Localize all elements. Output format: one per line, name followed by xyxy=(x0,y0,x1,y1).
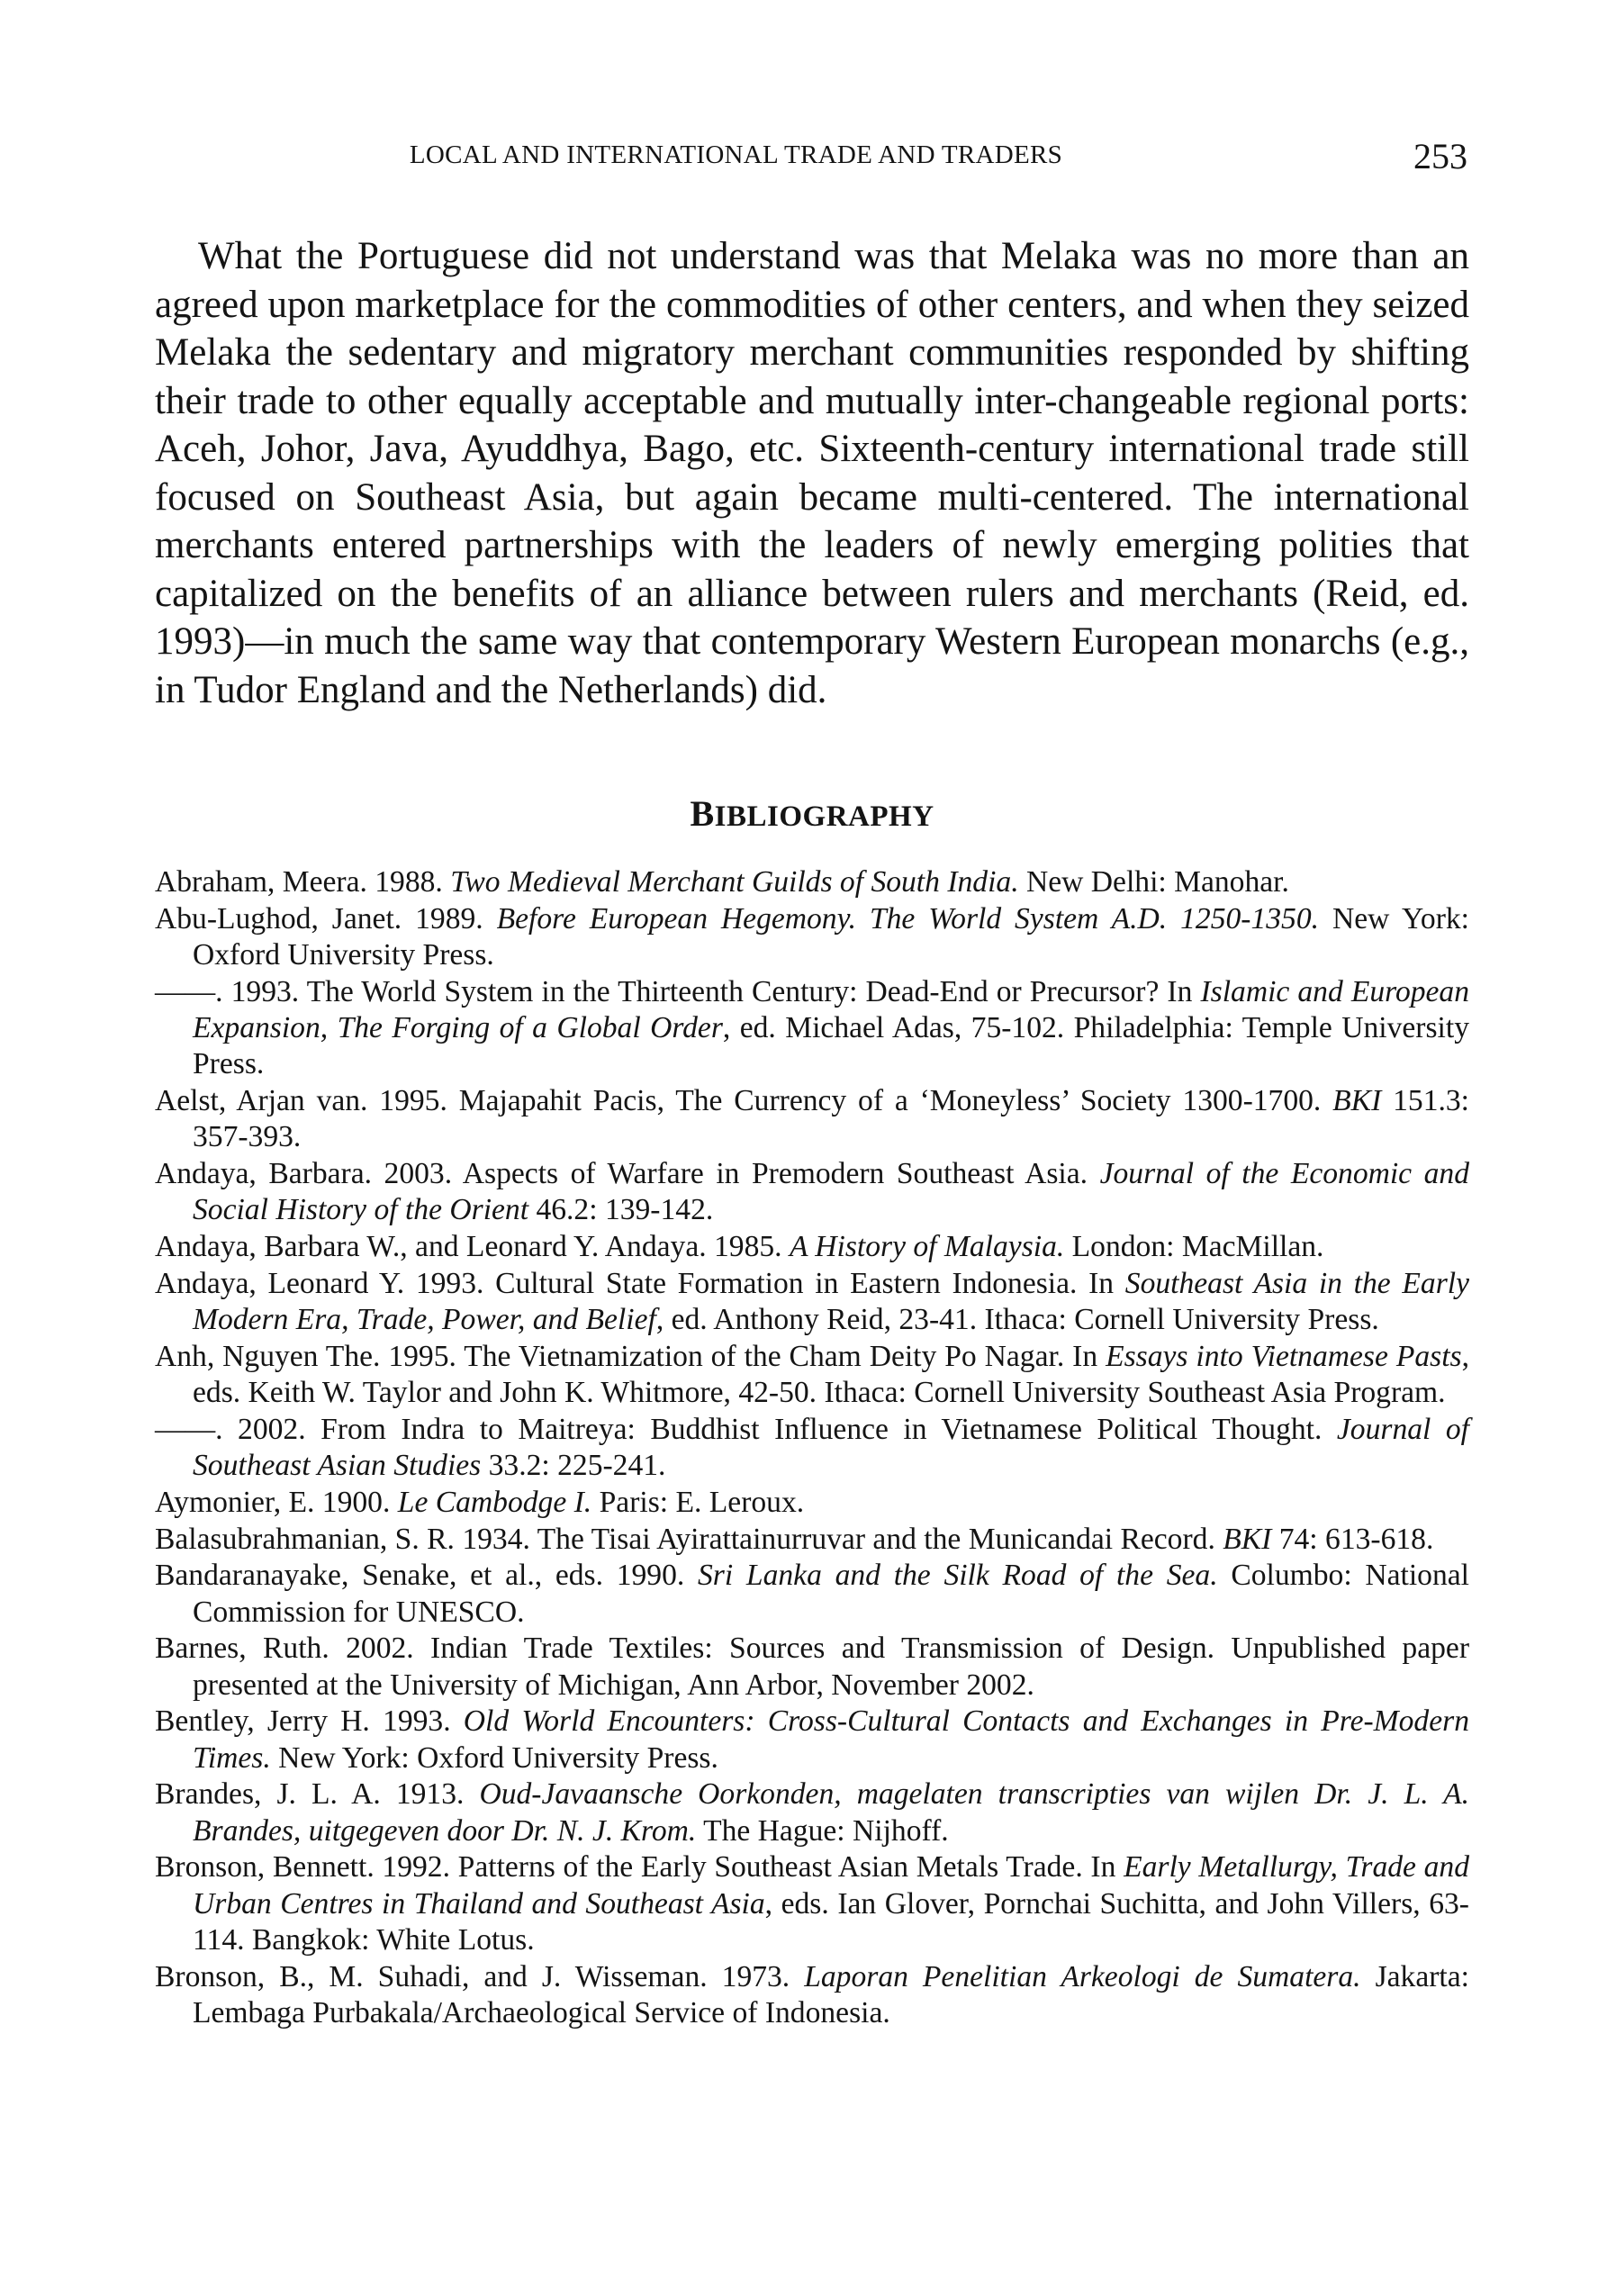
entry-text: 33.2: 225-241. xyxy=(481,1449,666,1482)
entry-text: Paris: E. Leroux. xyxy=(591,1485,805,1519)
entry-text: Abraham, Meera. 1988. xyxy=(155,865,451,899)
entry-text: Andaya, Barbara W., and Leonard Y. Andaya. 1985. xyxy=(155,1230,790,1263)
bibliography-entry xyxy=(155,1631,1469,1703)
entry-text: New York: Oxford University Press. xyxy=(270,1740,718,1775)
entry-title-italic: Le Cambodge I. xyxy=(397,1485,592,1519)
entry-title-italic: BKI xyxy=(1332,1084,1382,1117)
bibliography-entry xyxy=(155,1704,1469,1776)
entry-text: Jakarta: Lembaga Purbakala/Archaeological Service of Indonesia. xyxy=(193,1959,1469,2029)
bibliography-entry xyxy=(155,864,1469,900)
entry-text: Bentley, Jerry H. 1993. xyxy=(155,1704,464,1739)
entry-text: Balasubrahmanian, S. R. 1934. The Tisai Ayirattainurruvar and the Municandai Record. xyxy=(155,1522,1223,1556)
entry-title-italic: Old World Encounters: Cross-Cultural Contacts and Exchanges in Pre-Modern Times. xyxy=(193,1704,1469,1775)
bibliography-entry xyxy=(155,1522,1469,1558)
running-head xyxy=(153,135,1467,180)
bibliography-heading xyxy=(155,792,1469,835)
entry-text: , ed. Michael Adas, 75-102. Philadelphia: Temple University Press. xyxy=(193,1011,1469,1081)
entry-title-italic: Two Medieval Merchant Guilds of South India. xyxy=(450,865,1019,899)
entry-text: Bronson, Bennett. 1992. Patterns of the Early Southeast Asian Metals Trade. In xyxy=(155,1850,1124,1885)
entry-title-italic: Essays into Vietnamese Pasts xyxy=(1106,1339,1462,1373)
entry-text: The Hague: Nijhoff. xyxy=(696,1813,949,1848)
entry-text: ——. 1993. The World System in the Thirteenth Century: Dead-End or Precursor? In xyxy=(155,974,1201,1008)
bibliography-entry xyxy=(155,1229,1469,1265)
entry-text: Andaya, Leonard Y. 1993. Cultural State Formation in Eastern Indonesia. In xyxy=(155,1266,1125,1300)
entry-text: 151.3: 357-393. xyxy=(193,1084,1469,1154)
bibliography-entry xyxy=(155,1339,1469,1411)
entry-title-italic: Islamic and European Expansion, The Forging of a Global Order xyxy=(193,974,1469,1044)
entry-title-italic: Southeast Asia in the Early Modern Era, Trade, Power, and Belief xyxy=(193,1266,1469,1336)
entry-text: Bronson, B., M. Suhadi, and J. Wisseman. 1973. xyxy=(155,1959,805,1993)
bibliography-entry xyxy=(155,1485,1469,1521)
entry-title-italic: Journal of the Economic and Social History of the Orient xyxy=(193,1157,1469,1227)
entry-text: , eds. Keith W. Taylor and John K. Whitmore, 42-50. Ithaca: Cornell University Southeast Asia Program. xyxy=(193,1339,1469,1409)
bibliography-entry xyxy=(155,1083,1469,1155)
bibliography-entry xyxy=(155,1156,1469,1228)
entry-title-italic: Laporan Penelitian Arkeologi de Sumatera. xyxy=(804,1959,1361,1993)
entry-title-italic: Before European Hegemony. The World System A.D. 1250-1350. xyxy=(496,901,1320,936)
bibliography-entry xyxy=(155,974,1469,1083)
entry-title-italic: Journal of Southeast Asian Studies xyxy=(193,1412,1469,1482)
entry-text: 74: 613-618. xyxy=(1271,1522,1434,1556)
bibliography-heading-rest: IBLIOGRAPHY xyxy=(714,800,934,833)
bibliography-entry xyxy=(155,1558,1469,1630)
entry-text: Brandes, J. L. A. 1913. xyxy=(155,1777,480,1812)
bibliography-entry xyxy=(155,1266,1469,1338)
bibliography-entry xyxy=(155,1412,1469,1484)
entry-text: , eds. Ian Glover, Pornchai Suchitta, and John Villers, 63-114. Bangkok: White Lotus. xyxy=(193,1886,1469,1957)
body-paragraph: What the Portuguese did not understand was that Melaka was no more than an agreed upon marketplace for the commodities of other centers, and when they seized Melaka the sedentary and migratory merchant communities responded by shifting their trade to other equally acceptable and mutually inter-changeable regional ports: Aceh, Johor, Java, Ayuddhya, Bago, etc. Sixteenth-century international trade still focused on Southeast Asia, but again became multi-centered. The international merchants entered partnerships with the leaders of newly emerging polities that capitalized on the benefits of an alliance between rulers and merchants (Reid, ed. 1993)—in much the same way that contemporary Western European monarchs (e.g., in Tudor England and the Netherlands) did. xyxy=(155,235,1469,711)
entry-title-italic: Sri Lanka and the Silk Road of the Sea. xyxy=(698,1559,1218,1593)
entry-text: Bandaranayake, Senake, et al., eds. 1990. xyxy=(155,1559,699,1593)
entry-title-italic: BKI xyxy=(1223,1522,1272,1556)
entry-text: London: MacMillan. xyxy=(1064,1230,1324,1263)
bibliography-list xyxy=(155,864,1469,2032)
entry-text: 46.2: 139-142. xyxy=(528,1193,714,1227)
bibliography-entry xyxy=(155,1959,1469,2031)
entry-text: Aymonier, E. 1900. xyxy=(155,1485,398,1519)
bibliography-entry xyxy=(155,901,1469,973)
entry-text: ——. 2002. From Indra to Maitreya: Buddhist Influence in Vietnamese Political Thought. xyxy=(155,1412,1337,1446)
entry-text: New York: Oxford University Press. xyxy=(193,901,1470,972)
entry-title-italic: A History of Malaysia. xyxy=(789,1230,1065,1263)
entry-title-italic: Oud-Javaansche Oorkonden, magelaten transcripties van wijlen Dr. J. L. A. Brandes, uitgegeven door Dr. N. J. Krom. xyxy=(193,1777,1469,1848)
entry-text: Barnes, Ruth. 2002. Indian Trade Textiles: Sources and Transmission of Design. Unpublished paper presented at the University of Michigan, Ann Arbor, November 2002. xyxy=(155,1632,1469,1702)
entry-text: Columbo: National Commission for UNESCO. xyxy=(193,1559,1469,1629)
page-number: 253 xyxy=(1413,136,1467,176)
entry-text: Anh, Nguyen The. 1995. The Vietnamization of the Cham Deity Po Nagar. In xyxy=(155,1339,1106,1373)
running-title: LOCAL AND INTERNATIONAL TRADE AND TRADERS xyxy=(409,140,1063,169)
entry-title-italic: Early Metallurgy, Trade and Urban Centres in Thailand and Southeast Asia xyxy=(193,1850,1470,1921)
entry-text: New Delhi: Manohar. xyxy=(1018,865,1289,899)
entry-text: Abu-Lughod, Janet. 1989. xyxy=(155,901,497,936)
entry-text: , ed. Anthony Reid, 23-41. Ithaca: Cornell University Press. xyxy=(655,1303,1379,1336)
entry-text: Aelst, Arjan van. 1995. Majapahit Pacis, The Currency of a ‘Moneyless’ Society 1300-1700. xyxy=(155,1084,1333,1117)
bibliography-entry xyxy=(155,1849,1469,1958)
entry-text: Andaya, Barbara. 2003. Aspects of Warfare in Premodern Southeast Asia. xyxy=(155,1157,1100,1190)
bibliography-entry xyxy=(155,1776,1469,1849)
bibliography-heading-initial: B xyxy=(690,793,715,834)
